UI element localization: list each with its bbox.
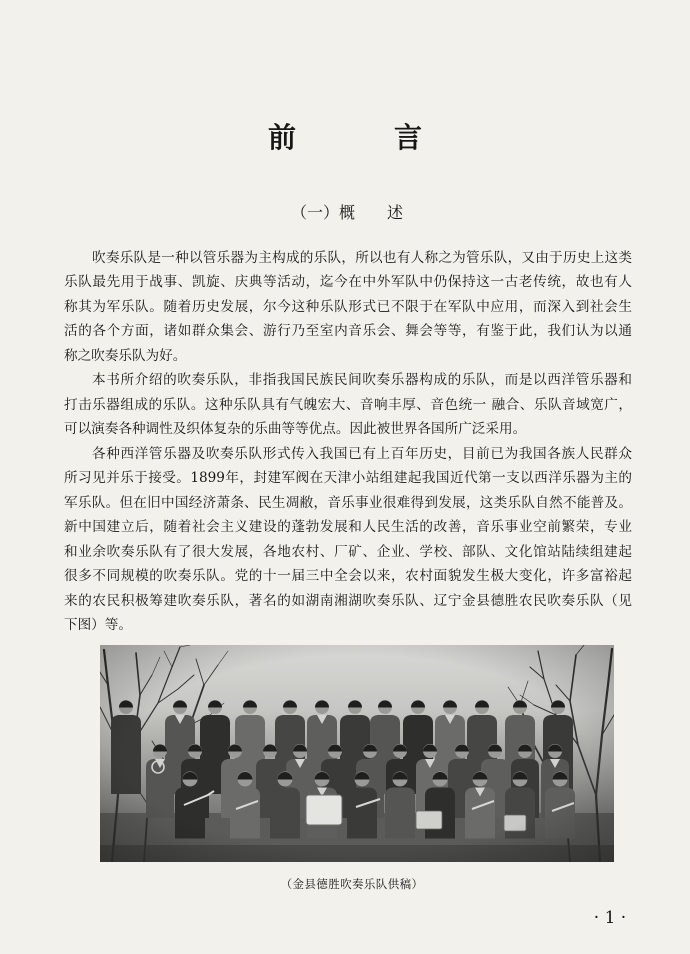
section-heading: （一）概 述 bbox=[290, 203, 403, 222]
text-line: 吹奏乐队是一种以管乐器为主构成的乐队，所以也有人称之为管乐队，又由于历史上这类 bbox=[92, 250, 632, 266]
text-line: 很多不同规模的吹奏乐队。党的十一届三中全会以来，农村面貌发生极大变化，许多富裕起 bbox=[64, 568, 632, 585]
page-number: · 1 · bbox=[593, 908, 627, 928]
text-line: 所习见并乐于接受。1899年，封建军阀在天津小站组建起我国近代第一支以西洋乐器为主的 bbox=[64, 470, 632, 487]
text-line: 本书所介绍的吹奏乐队，非指我国民族民间吹奏乐器构成的乐队，而是以西洋管乐器和 bbox=[92, 372, 632, 389]
text-line: 称之吹奏乐队为好。 bbox=[64, 347, 187, 364]
photo-vignette bbox=[100, 645, 614, 862]
body-text bbox=[64, 246, 632, 638]
photo-caption: （金县德胜吹奏乐队供稿） bbox=[280, 877, 424, 891]
text-line: 下图）等。 bbox=[64, 617, 132, 634]
text-line: 新中国建立后，随着社会主义建设的蓬勃发展和人民生活的改善，音乐事业空前繁荣，专业 bbox=[64, 519, 632, 536]
paragraph-2 bbox=[64, 368, 632, 441]
text-line: 打击乐器组成的乐队。这种乐队具有气魄宏大、音响丰厚、音色统一 融合、乐队音域宽广， bbox=[64, 396, 632, 413]
text-line: 来的农民积极筹建吹奏乐队，著名的如湖南湘湖吹奏乐队、辽宁金县德胜农民吹奏乐队（见 bbox=[64, 592, 632, 609]
band-photo-image bbox=[100, 645, 614, 862]
paragraph-3 bbox=[64, 442, 632, 638]
band-group-photo bbox=[100, 645, 614, 862]
text-line: 各种西洋管乐器及吹奏乐队形式传入我国已有上百年历史，目前已为我国各族人民群众 bbox=[92, 445, 632, 462]
page-title: 前 言 bbox=[267, 121, 436, 154]
paragraph-1 bbox=[64, 246, 632, 368]
text-line: 乐队最先用于战事、凯旋、庆典等活动，迄今在中外军队中仍保持这一古老传统，故也有人 bbox=[64, 274, 632, 291]
text-line: 称其为军乐队。随着历史发展，尔今这种乐队形式已不限于在军队中应用，而深入到社会生 bbox=[64, 298, 632, 315]
text-line: 和业余吹奏乐队有了很大发展，各地农村、厂矿、企业、学校、部队、文化馆站陆续组建起 bbox=[64, 543, 632, 560]
text-line: 军乐队。但在旧中国经济萧条、民生凋敝，音乐事业很难得到发展，这类乐队自然不能普及。 bbox=[64, 494, 632, 511]
text-line: 可以演奏各种调性及织体复杂的乐曲等等优点。因此被世界各国所广泛采用。 bbox=[64, 421, 527, 438]
text-line: 活的各个方面，诸如群众集会、游行乃至室内音乐会、舞会等等，有鉴于此，我们认为以通 bbox=[64, 323, 632, 340]
